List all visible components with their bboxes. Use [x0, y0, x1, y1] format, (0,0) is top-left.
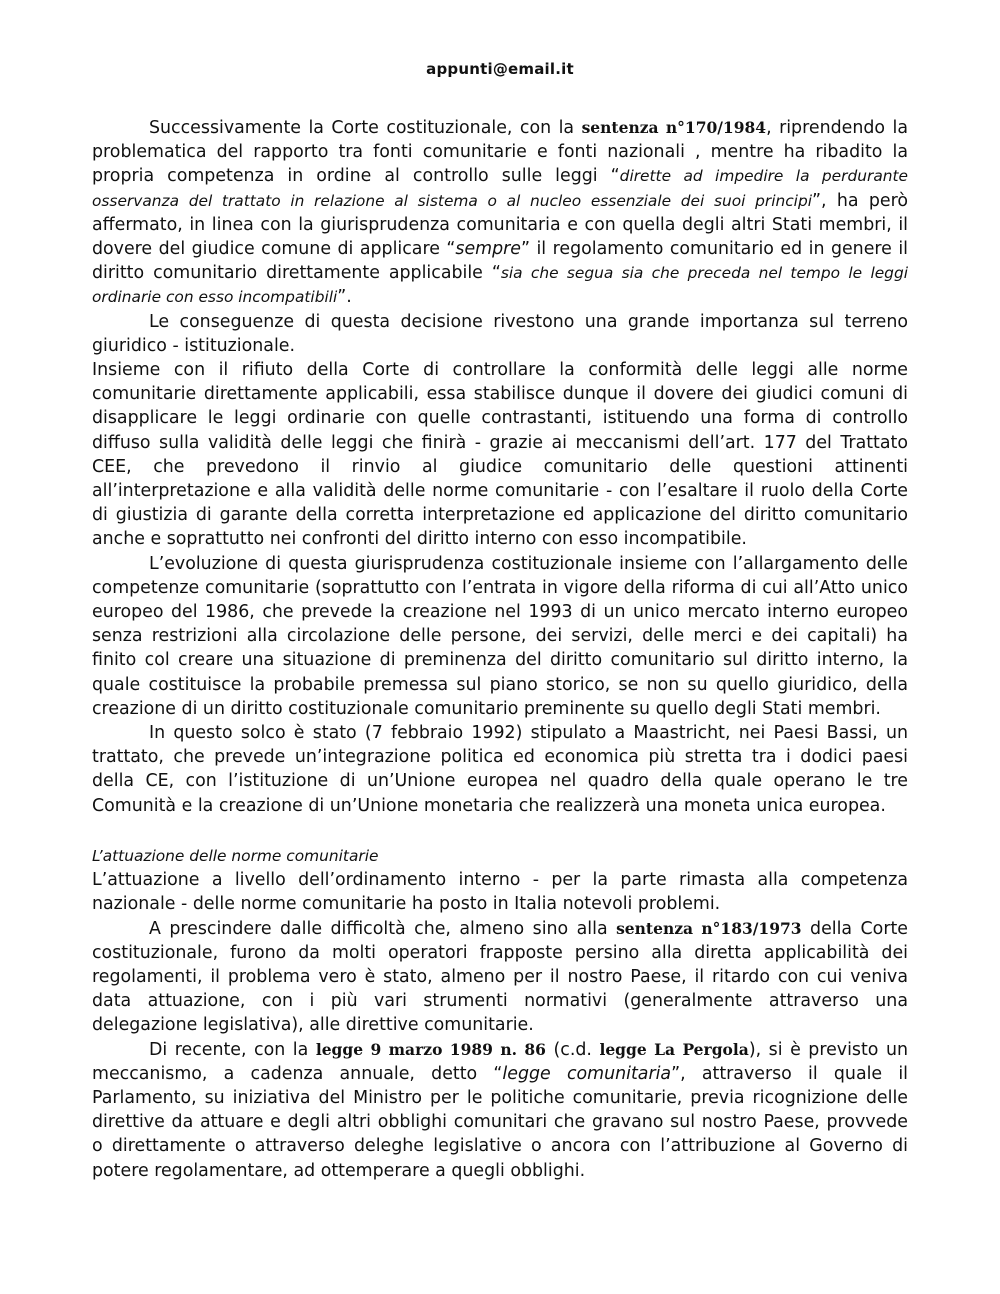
paragraph-1-text-a: Successivamente la Corte costituzionale, con la [149, 118, 582, 138]
paragraph-7-text-a: A prescindere dalle difficoltà che, almeno sino alla [149, 918, 617, 939]
paragraph-1-text-e: ”. [337, 287, 352, 308]
paragraph-8-text-c: ), si è previsto un meccanismo, a cadenza annuale, detto “ [92, 1039, 908, 1084]
paragraph-3: Insieme con il rifiuto della Corte di controllare la conformità delle leggi alle norme comunitarie direttamente applicabili, essa stabilisce dunque il dovere dei giudici comuni di disapplicare le leggi ordinarie con quelle contrastanti, istituendo una forma di controllo diffuso sulla validità delle leggi che finirà - grazie ai meccanismi dell’art. 177 del Trattato CEE, che prevedono il rinvio al giudice comunitario delle questioni attinenti all’interpretazione e alla validità delle norme comunitarie - con l’esaltare il ruolo della Corte di giustizia di garante della corretta interpretazione ed applicazione del diritto comunitario anche e soprattutto nei confronti del diritto interno con esso incompatibile. [92, 360, 908, 550]
paragraph-7-text-b: della Corte costituzionale, furono da molti operatori frapposte persino alla diretta applicabilità dei regolamenti, il problema vero è stato, almeno per il nostro Paese, il ritardo con cui veniva data attuazione, con i più vari strumenti normativi (generalmente attraverso una delegazione legislativa), alle direttive comunitarie. [92, 918, 908, 1036]
quote-sempre: sempre [455, 239, 521, 260]
citation-legge-86-1989: legge 9 marzo 1989 n. 86 [315, 1039, 546, 1059]
quote-sia-che-segua: sia che segua sia che preceda nel tempo le leggi ordinarie con esso incompatibili [92, 264, 908, 307]
paragraph-1-text-d: ” il regolamento comunitario ed in genere il diritto comunitario direttamente applicabile “ [92, 239, 909, 284]
quote-legge-comunitaria: legge comunitaria [502, 1063, 672, 1084]
citation-sentenza-170-1984: sentenza n°170/1984 [581, 118, 767, 137]
paragraph-2: Le conseguenze di questa decisione rivestono una grande importanza sul terreno giuridico - istituzionale. [92, 311, 908, 356]
document-body [92, 116, 908, 1183]
page-top-mark [483, 0, 517, 6]
paragraph-4: L’evoluzione di questa giurisprudenza costituzionale insieme con l’allargamento delle competenze comunitarie (soprattutto con l’entrata in vigore della riforma di cui all’Atto unico europeo del 1986, che prevede la creazione nel 1993 di un unico mercato interno europeo senza restrizioni alla circolazione delle persone, dei servizi, delle merci e dei capitali) ha finito col creare una situazione di preminenza del diritto comunitario sul diritto interno, la quale costituisce la probabile premessa sul piano storico, se non su quello giuridico, della creazione di un diritto costituzionale comunitario preminente su quello degli Stati membri. [92, 553, 908, 719]
quote-dirette-ad-impedire: dirette ad impedire la perdurante osservanza del trattato in relazione al sistema o al nucleo essenziale dei suoi principi [92, 167, 909, 210]
paragraph-5: In questo solco è stato (7 febbraio 1992) stipulato a Maastricht, nei Paesi Bassi, un trattato, che prevede un’integrazione politica ed economica più stretta tra i dodici paesi della CE, con l’istituzione di un’Unione europea nel quadro della quale operano le tre Comunità e la creazione di un’Unione monetaria che realizzerà una moneta unica europea. [92, 723, 908, 816]
paragraph-6: L’attuazione a livello dell’ordinamento interno - per la parte rimasta alla competenza nazionale - delle norme comunitarie ha posto in Italia notevoli problemi. [92, 870, 908, 915]
paragraph-1-text-c: ”, ha però affermato, in linea con la giurisprudenza comunitaria e con quella degli altri Stati membri, il dovere del giudice comune di applicare “ [92, 190, 909, 260]
paragraph-8-text-a: Di recente, con la [149, 1039, 316, 1060]
paragraph-8 [92, 1038, 908, 1183]
paragraph-8-text-d: ”, attraverso il quale il Parlamento, su iniziativa del Ministro per le politiche comunitarie, previa ricognizione delle direttive da attuare e degli altri obblighi comunitari che gravano sul nostro Paese, provvede o direttamente o attraverso deleghe legislative o ancora con l’attribuzione al Governo di potere regolamentare, ad ottemperare a quegli obblighi. [92, 1063, 909, 1181]
paragraph-8-text-b: (c.d. [545, 1039, 600, 1060]
citation-sentenza-183-1973: sentenza n°183/1973 [616, 918, 802, 938]
header-email: appunti@email.it [426, 60, 574, 78]
paragraph-7 [92, 917, 908, 1038]
section-heading: L’attuazione delle norme comunitarie [92, 846, 379, 865]
paragraph-1 [92, 116, 908, 310]
citation-legge-la-pergola: legge La Pergola [599, 1039, 749, 1059]
paragraph-1-text-b: , riprendendo la problematica del rapporto tra fonti comunitarie e fonti nazionali , mentre ha ribadito la propria competenza in ordine al controllo sulle leggi “ [92, 118, 908, 187]
